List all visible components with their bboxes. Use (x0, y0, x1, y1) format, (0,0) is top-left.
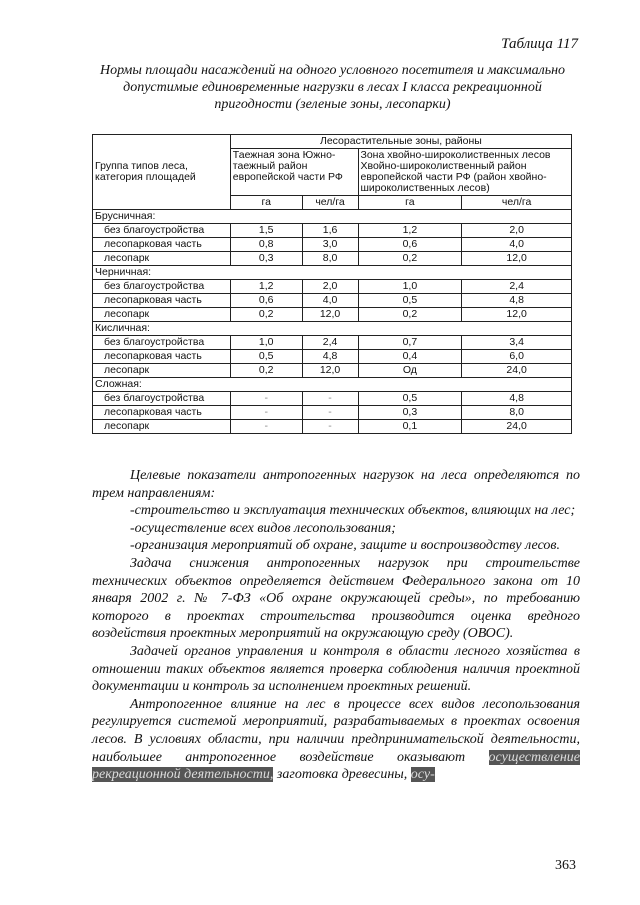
table-row (93, 392, 572, 406)
table-row (93, 308, 572, 322)
z1-ha-cell: 1,2 (230, 280, 302, 294)
table-row (93, 406, 572, 420)
group-row: Кисличная: (93, 322, 572, 336)
z1-ha-cell: 1,0 (230, 336, 302, 350)
unit-ha-header: га (358, 196, 462, 210)
page-number: 363 (555, 858, 576, 873)
zones-header: Лесорастительные зоны, районы (230, 135, 571, 149)
zone2-header: Зона хвойно-широколиственных лесов Хвойно-широколиственный район европейской части РФ (район хвойно-широколиственных лесов) (358, 149, 572, 196)
row-name: без благоустройства (93, 280, 231, 294)
table-row (93, 280, 572, 294)
z2-ha-cell: 0,5 (358, 294, 462, 308)
z1-ha-cell: - (230, 420, 302, 434)
paragraph-text: заготовка древесины, (276, 767, 408, 783)
paragraph: Задача снижения антропогенных нагрузок при строительстве технических объектов определяется действием Федерального закона от 10 января 2002 г. № 7-ФЗ «Об охране окружающей среды», по требованию которого в проектах строительства производится оценка вредного воздействия проектных мероприятий на окружающую среду (ОВОС). (92, 555, 580, 642)
z2-ha-cell: 0,2 (358, 308, 462, 322)
norms-table (92, 134, 572, 434)
z1-ha-cell: - (230, 406, 302, 420)
z2-ha-cell: 0,2 (358, 252, 462, 266)
table-row (93, 224, 572, 238)
unit-ha-header: га (230, 196, 302, 210)
unit-per-ha-header: чел/га (462, 196, 572, 210)
z2-ha-cell: 1,2 (358, 224, 462, 238)
z1-ha-cell: 0,8 (230, 238, 302, 252)
row-name: лесопарковая часть (93, 406, 231, 420)
z1-ha-cell: 0,3 (230, 252, 302, 266)
z2-per-ha-cell: 6,0 (462, 350, 572, 364)
row-name: лесопарковая часть (93, 350, 231, 364)
z2-ha-cell: 0,4 (358, 350, 462, 364)
z1-per-ha-cell: - (302, 392, 358, 406)
z2-ha-cell: 0,3 (358, 406, 462, 420)
z2-per-ha-cell: 2,0 (462, 224, 572, 238)
table-row (93, 336, 572, 350)
row-name: лесопарк (93, 364, 231, 378)
paragraph: Целевые показатели антропогенных нагрузок на леса определяются по трем направлениям: (92, 468, 580, 501)
z2-ha-cell: 0,5 (358, 392, 462, 406)
z1-per-ha-cell: 8,0 (302, 252, 358, 266)
unit-per-ha-header: чел/га (302, 196, 358, 210)
z1-ha-cell: - (230, 392, 302, 406)
group-row: Черничная: (93, 266, 572, 280)
z1-per-ha-cell: 4,0 (302, 294, 358, 308)
z1-per-ha-cell: 1,6 (302, 224, 358, 238)
row-name: лесопарк (93, 420, 231, 434)
table-row (93, 238, 572, 252)
z2-per-ha-cell: 4,0 (462, 238, 572, 252)
list-item: -осуществление всех видов лесопользования; (130, 520, 396, 536)
z1-ha-cell: 0,2 (230, 364, 302, 378)
table-row (93, 364, 572, 378)
z1-per-ha-cell: 2,4 (302, 336, 358, 350)
group-row: Брусничная: (93, 210, 572, 224)
highlighted-text: осуществление рекреационной деятельности, (92, 749, 581, 783)
row-name: без благоустройства (93, 224, 231, 238)
z1-per-ha-cell: - (302, 420, 358, 434)
row-name: лесопарк (93, 252, 231, 266)
z1-per-ha-cell: 4,8 (302, 350, 358, 364)
z2-ha-cell: Од (358, 364, 462, 378)
z1-ha-cell: 1,5 (230, 224, 302, 238)
list-item: -строительство и эксплуатация технических объектов, влияющих на лес; (130, 503, 576, 519)
z2-per-ha-cell: 24,0 (462, 420, 572, 434)
z2-ha-cell: 1,0 (358, 280, 462, 294)
table-row (93, 350, 572, 364)
table-row (93, 420, 572, 434)
z2-ha-cell: 0,1 (358, 420, 462, 434)
z2-ha-cell: 0,6 (358, 238, 462, 252)
table-row (93, 294, 572, 308)
body-text (92, 467, 580, 784)
z2-ha-cell: 0,7 (358, 336, 462, 350)
z2-per-ha-cell: 24,0 (462, 364, 572, 378)
list-item: -организация мероприятий об охране, защите и воспроизводству лесов. (130, 538, 561, 554)
row-name: лесопарковая часть (93, 294, 231, 308)
z1-per-ha-cell: - (302, 406, 358, 420)
table-caption: Нормы площади насаждений на одного условного посетителя и максимально допустимые единовременные нагрузки в лесах I класса рекреационной пригодности (зеленые зоны, лесопарки) (99, 63, 566, 112)
z2-per-ha-cell: 12,0 (462, 308, 572, 322)
group-row: Сложная: (93, 378, 572, 392)
z2-per-ha-cell: 4,8 (462, 294, 572, 308)
row-name: лесопарковая часть (93, 238, 231, 252)
z1-ha-cell: 0,5 (230, 350, 302, 364)
z1-per-ha-cell: 12,0 (302, 308, 358, 322)
zone1-header: Таежная зона Южно-таежный район европейской части РФ (230, 149, 358, 196)
z2-per-ha-cell: 4,8 (462, 392, 572, 406)
row-name: без благоустройства (93, 336, 231, 350)
paragraph-text: Антропогенное влияние на лес в процессе всех видов лесопользования регулируется системой мероприятий, разрабатываемых в проектах освоения лесов. В условиях области, при наличии предпринимательской деятельности, наибольшее антропогенное воздействие оказывают (92, 696, 580, 765)
z1-per-ha-cell: 2,0 (302, 280, 358, 294)
paragraph: Задачей органов управления и контроля в области лесного хозяйства в отношении таких объектов является проверка соблюдения наличия проектной документации и контроль за исполнением проектных решений. (92, 643, 580, 695)
z1-per-ha-cell: 12,0 (302, 364, 358, 378)
z2-per-ha-cell: 2,4 (462, 280, 572, 294)
highlighted-text: осу- (410, 767, 435, 783)
z2-per-ha-cell: 8,0 (462, 406, 572, 420)
z1-per-ha-cell: 3,0 (302, 238, 358, 252)
paragraph (92, 696, 580, 784)
z2-per-ha-cell: 3,4 (462, 336, 572, 350)
row-name: без благоустройства (93, 392, 231, 406)
z1-ha-cell: 0,2 (230, 308, 302, 322)
row-name: лесопарк (93, 308, 231, 322)
z2-per-ha-cell: 12,0 (462, 252, 572, 266)
table-row (93, 252, 572, 266)
table-label: Таблица 117 (501, 36, 578, 52)
z1-ha-cell: 0,6 (230, 294, 302, 308)
forest-group-header: Группа типов леса, категория площадей (93, 135, 231, 210)
